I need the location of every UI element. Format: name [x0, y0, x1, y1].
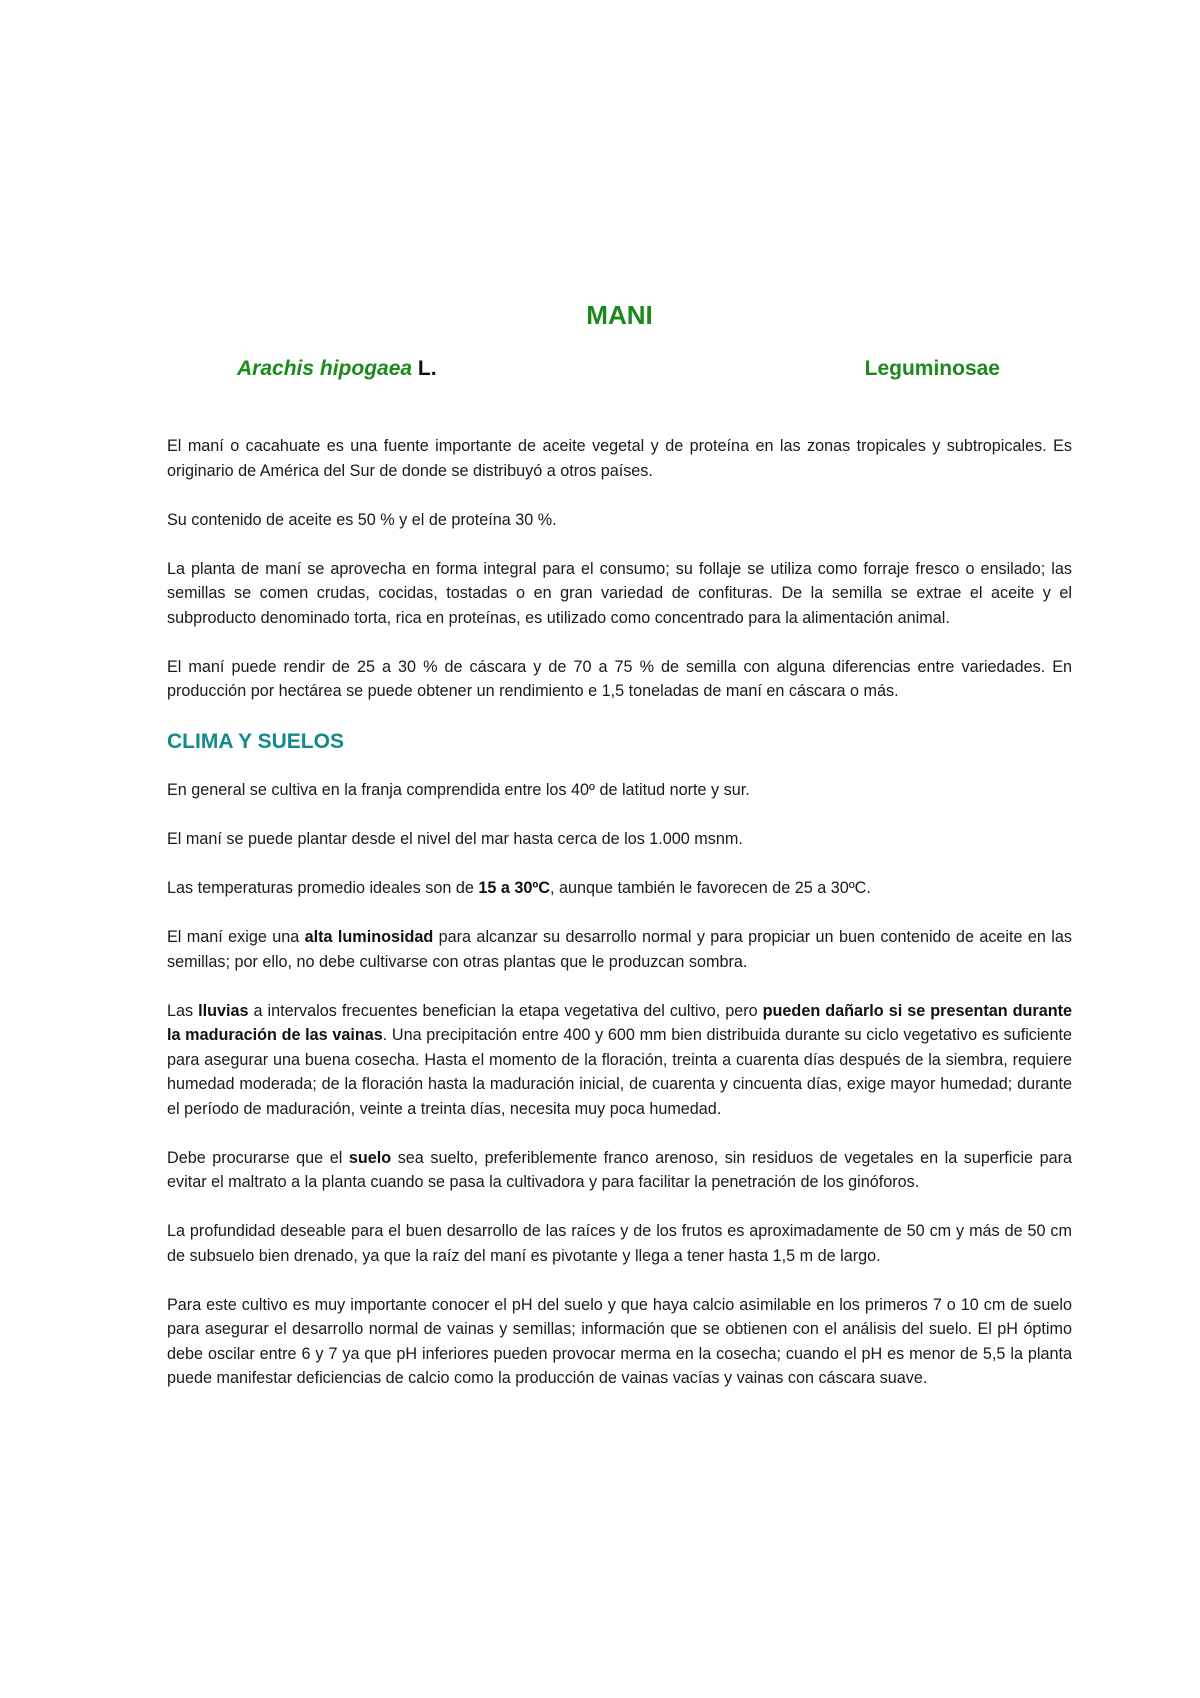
- page-title: MANI: [586, 300, 653, 330]
- document-body: [167, 434, 1072, 1415]
- clima-paragraph-7: La profundidad deseable para el buen desarrollo de las raíces y de los frutos es aproximadamente de 50 cm y más de 50 cm de subsuelo bien drenado, ya que la raíz del maní es pivotante y llega a tener hasta 1,5 m de largo.: [167, 1222, 1072, 1265]
- bold-run: alta luminosidad: [304, 928, 434, 946]
- clima-paragraph-3: [167, 876, 1072, 901]
- scientific-name-author: L.: [417, 357, 437, 380]
- clima-paragraph-5: [167, 999, 1072, 1122]
- text-run: Las: [167, 1001, 199, 1020]
- bold-run: suelo: [348, 1148, 392, 1167]
- bold-run: 15 a 30ºC: [478, 879, 550, 897]
- scientific-name-genus: Arachis hipogaea: [237, 357, 413, 380]
- scientific-name: [237, 357, 437, 381]
- text-run: a intervalos frecuentes benefician la etapa vegetativa del cultivo, pero: [248, 1001, 763, 1020]
- subtitle-row: [167, 357, 1072, 387]
- intro-paragraph-2: Su contenido de aceite es 50 % y el de proteína 30 %.: [167, 510, 557, 529]
- text-run: , aunque también le favorecen de 25 a 30ºC.: [549, 879, 871, 897]
- bold-run: lluvias: [198, 1001, 249, 1020]
- intro-paragraph-1: El maní o cacahuate es una fuente importante de aceite vegetal y de proteína en las zonas tropicales y subtropicales. Es originario de América del Sur de donde se distribuyó a otros países.: [167, 437, 1072, 480]
- clima-paragraph-8: Para este cultivo es muy importante conocer el pH del suelo y que haya calcio asimilable en los primeros 7 o 10 cm de suelo para asegurar el desarrollo normal de vainas y semillas; información que se obtienen con el análisis del suelo. El pH óptimo debe oscilar entre 6 y 7 ya que pH inferiores pueden provocar merma en la cosecha; cuando el pH es menor de 5,5 la planta puede manifestar deficiencias de calcio como la producción de vainas vacías y vainas con cáscara suave.: [167, 1295, 1072, 1387]
- intro-paragraph-3: La planta de maní se aprovecha en forma integral para el consumo; su follaje se utiliza como forraje fresco o ensilado; las semillas se comen crudas, cocidas, tostadas o en gran variedad de confituras. De la semilla se extrae el aceite y el subproducto denominado torta, rica en proteínas, es utilizado como concentrado para la alimentación animal.: [167, 559, 1072, 627]
- plant-family: Leguminosae: [864, 357, 1000, 380]
- text-run: para alcanzar su desarrollo normal y para propiciar un buen contenido de aceite en las semillas; por ello, no debe cultivarse con otras plantas que le produzcan sombra.: [167, 928, 1072, 971]
- clima-paragraph-4: [167, 925, 1072, 974]
- text-run: sea suelto, preferiblemente franco arenoso, sin residuos de vegetales en la superficie para evitar el maltrato a la planta cuando se pasa la cultivadora y para facilitar la penetración de los ginóforos.: [167, 1148, 1072, 1191]
- intro-paragraph-4: El maní puede rendir de 25 a 30 % de cáscara y de 70 a 75 % de semilla con alguna diferencias entre variedades. En producción por hectárea se puede obtener un rendimiento e 1,5 toneladas de maní en cáscara o más.: [167, 657, 1072, 700]
- clima-paragraph-2: El maní se puede plantar desde el nivel del mar hasta cerca de los 1.000 msnm.: [167, 830, 743, 848]
- text-run: Las temperaturas promedio ideales son de: [167, 879, 479, 897]
- text-run: Debe procurarse que el: [167, 1148, 349, 1167]
- clima-paragraph-6: [167, 1146, 1072, 1195]
- clima-paragraph-1: En general se cultiva en la franja comprendida entre los 40º de latitud norte y sur.: [167, 781, 750, 799]
- bold-run: pueden dañarlo si se presentan durante la maduración de las vainas: [167, 1001, 1072, 1044]
- section-heading-clima: CLIMA Y SUELOS: [167, 730, 344, 753]
- text-run: El maní exige una: [167, 928, 305, 946]
- text-run: . Una precipitación entre 400 y 600 mm bien distribuida durante su ciclo vegetativo es suficiente para asegurar una buena cosecha. Hasta el momento de la floración, treinta a cuarenta días después de la siembra, requiere humedad moderada; de la floración hasta la maduración inicial, de cuarenta y cincuenta días, exige mayor humedad; durante el período de maduración, veinte a treinta días, necesita muy poca humedad.: [167, 1026, 1072, 1118]
